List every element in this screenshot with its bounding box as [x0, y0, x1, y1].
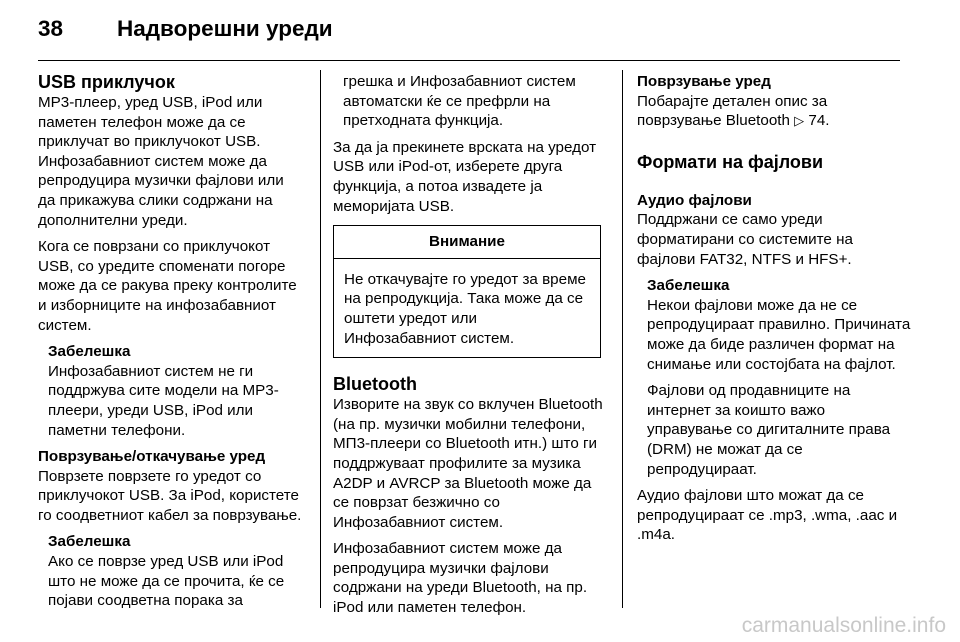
page-header: [38, 16, 333, 48]
note-3-text-1: Некои фајлови може да не се репродуцираат правилно. Причината може да биде различен формат на снимање или состојбата на фајлот.: [647, 296, 911, 373]
note-1-text: Инфозабавниот систем не ги поддржува сите модели на MP3-плеери, уреди USB, iPod или паметни телефони.: [48, 362, 279, 439]
page-title: Надворешни уреди: [117, 16, 333, 41]
formats-heading: Формати на фајлови: [637, 151, 824, 172]
column-3: [637, 72, 912, 552]
header-rule: [38, 60, 900, 61]
pair-text: Побарајте детален опис за поврзување Bluetooth: [637, 92, 828, 130]
note-2-title: Забелешка: [48, 533, 131, 551]
column-divider-1: [320, 70, 321, 608]
watermark: carmanualsonline.info: [741, 614, 946, 637]
note-3: [637, 276, 912, 479]
page-number: 38: [38, 16, 64, 41]
connect-paragraph: Поврзете поврзете го уредот со приклучокот USB. За iPod, користете го соодветниот кабел за поврзување.: [38, 467, 302, 524]
page-reference-number: 74.: [804, 112, 830, 130]
warning-title: Внимание: [334, 226, 600, 259]
bluetooth-paragraph-1: Изворите на звук со вклучен Bluetooth (на пр. музички мобилни телефони, МП3-плеери со Bluetooth итн.) што ги поддржуваат профилите за музика A2DP и AVRCP за Bluetooth може да се поврзат безжично со Инфозабавниот систем.: [333, 396, 603, 531]
column-divider-2: [622, 70, 623, 608]
connect-heading: Поврзување/откачување уред: [38, 448, 266, 466]
note-3-title: Забелешка: [647, 277, 730, 295]
pair-heading: Поврзување уред: [637, 73, 771, 90]
warning-box: [333, 225, 601, 358]
column-1: [38, 72, 303, 618]
usb-heading: USB приклучок: [38, 72, 175, 92]
audio-paragraph-2: Аудио фајлови што можат да се репродуцираат се .mp3, .wma, .aac и .m4a.: [637, 487, 898, 544]
disconnect-paragraph: За да ја прекинете врската на уредот USB или iPod-от, изберете друга функција, а потоа извадете ја меморијата USB.: [333, 138, 597, 215]
usb-paragraph-2: Кога се поврзани со приклучокот USB, со уредите споменати погоре може да се ракува преку контролите и изборниците на инфозабавниот систем.: [38, 238, 297, 334]
note-2-text: Ако се поврзе уред USB или iPod што не може да се прочита, ќе се појави соодветна порака за: [48, 553, 285, 610]
page-reference-icon: ▷: [794, 114, 805, 130]
bluetooth-paragraph-2: Инфозабавниот систем може да репродуцира музички фајлови содржани на уреди Bluetooth, на пр. iPod или паметен телефон.: [333, 540, 588, 617]
column-2: [333, 72, 608, 625]
note-2-continued: [333, 72, 608, 131]
note-3-text-2: Фајлови од продавниците на интернет за коишто важо управување со дигиталните права (DRM) не можат да се репродуцираат.: [647, 382, 891, 478]
note-2-continued-text: грешка и Инфозабавниот систем автоматски ќе се префрли на претходната функција.: [343, 73, 576, 130]
pair-paragraph: [637, 92, 912, 132]
bluetooth-heading: Bluetooth: [333, 374, 417, 395]
note-2: [38, 532, 303, 610]
note-1-title: Забелешка: [48, 343, 131, 361]
note-1: [38, 342, 303, 440]
usb-paragraph-1: MP3-плеер, уред USB, iPod или паметен телефон може да се приклучат во приклучокот USB. Инфозабавниот систем може да репродуцира музички фајлови или да прикажува слики содржани на дополнителни уреди.: [38, 94, 284, 229]
audio-heading: Аудио фајлови: [637, 191, 752, 209]
warning-text: Не откачувајте го уредот за време на репродукција. Така може да се оштети уредот или Инфозабавниот систем.: [344, 270, 586, 347]
audio-paragraph: Поддржани се само уреди форматирани со системите на фајлови FAT32, NTFS и HFS+.: [637, 211, 853, 268]
